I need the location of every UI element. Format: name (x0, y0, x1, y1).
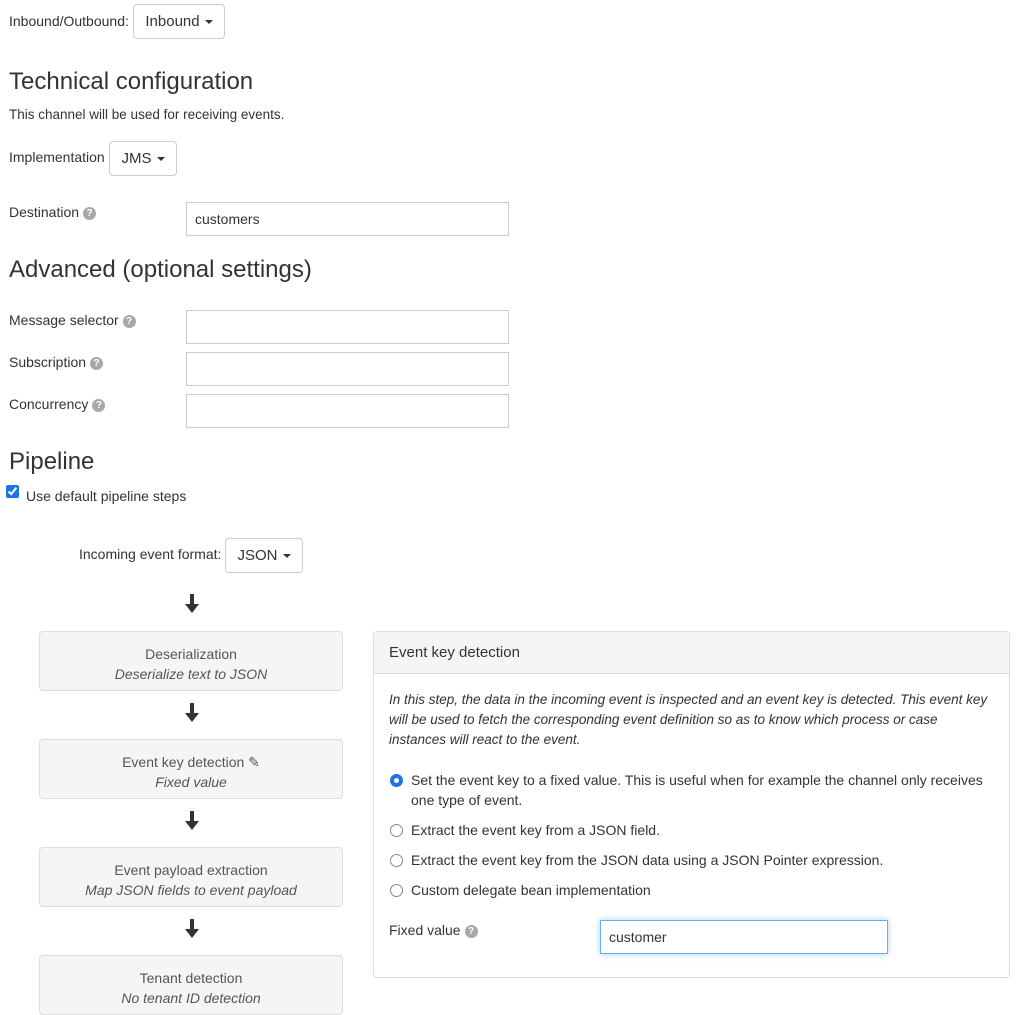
radio-icon (390, 884, 403, 897)
step-event-payload-extraction[interactable] (39, 847, 343, 907)
format-dropdown[interactable] (225, 538, 303, 573)
radio-json-pointer[interactable] (390, 850, 883, 870)
advanced-title: Advanced (optional settings) (9, 256, 312, 283)
radio-label: Extract the event key from a JSON field. (411, 822, 660, 838)
radio-selected-icon (390, 774, 403, 787)
direction-dropdown[interactable] (133, 4, 225, 39)
format-label: Incoming event format: (79, 546, 222, 562)
help-icon[interactable]: ? (83, 207, 96, 220)
caret-down-icon (157, 157, 165, 161)
help-icon[interactable]: ? (465, 925, 478, 938)
fixed-value-label (389, 922, 478, 938)
step-title: Tenant detection (139, 970, 243, 986)
radio-json-field[interactable] (390, 820, 660, 840)
fixed-value-input[interactable]: customer (600, 920, 888, 954)
arrow-down-icon (184, 919, 200, 939)
panel-title: Event key detection (374, 632, 1009, 674)
help-icon[interactable]: ? (92, 399, 105, 412)
subscription-text: Subscription (9, 354, 87, 370)
radio-label: Extract the event key from the JSON data using a JSON Pointer expression. (411, 852, 884, 868)
panel-description: In this step, the data in the incoming event is inspected and an event key is detected. This event key will be used to fetch the corresponding event definition so as to know which process or case instances will react to the event. (389, 692, 988, 747)
use-default-checkbox[interactable] (6, 485, 19, 498)
radio-label: Set the event key to a fixed value. This is useful when for example the channel only receives one type of event. (411, 772, 983, 808)
pipeline-title: Pipeline (9, 448, 95, 475)
implementation-label: Implementation (9, 149, 105, 165)
destination-label-text: Destination (9, 204, 80, 220)
direction-label: Inbound/Outbound: (9, 13, 129, 29)
step-subtitle: Deserialize text to JSON (114, 666, 268, 682)
destination-input[interactable]: customers (186, 202, 509, 236)
caret-down-icon (205, 20, 213, 24)
concurrency-text: Concurrency (9, 396, 89, 412)
message-selector-label (9, 312, 136, 328)
format-value: JSON (237, 547, 278, 564)
pencil-icon: ✎ (248, 754, 260, 770)
arrow-down-icon (184, 594, 200, 614)
subscription-label (9, 354, 103, 370)
technical-description: This channel will be used for receiving events. (9, 107, 285, 122)
implementation-dropdown[interactable] (109, 141, 177, 176)
step-title: Event payload extraction (114, 862, 268, 878)
step-event-key-detection[interactable] (39, 739, 343, 799)
step-tenant-detection[interactable] (39, 955, 343, 1015)
message-selector-text: Message selector (9, 312, 119, 328)
message-selector-input[interactable] (186, 310, 509, 344)
step-subtitle: Fixed value (155, 774, 227, 790)
arrow-down-icon (184, 703, 200, 723)
radio-custom-delegate[interactable] (390, 880, 651, 900)
radio-label: Custom delegate bean implementation (411, 882, 651, 898)
technical-title: Technical configuration (9, 68, 254, 95)
step-deserialization[interactable] (39, 631, 343, 691)
arrow-down-icon (184, 811, 200, 831)
direction-value: Inbound (145, 13, 200, 30)
help-icon[interactable]: ? (123, 315, 136, 328)
concurrency-label (9, 396, 105, 412)
radio-icon (390, 854, 403, 867)
help-icon[interactable]: ? (90, 357, 103, 370)
concurrency-input[interactable] (186, 394, 509, 428)
subscription-input[interactable] (186, 352, 509, 386)
radio-fixed-value[interactable] (390, 770, 990, 810)
step-subtitle: No tenant ID detection (121, 990, 261, 1006)
step-title: Event key detection (122, 754, 245, 770)
caret-down-icon (283, 554, 291, 558)
fixed-value-text: Fixed value (389, 922, 461, 938)
implementation-value: JMS (121, 150, 152, 167)
destination-label (9, 204, 96, 220)
radio-icon (390, 824, 403, 837)
step-title: Deserialization (145, 646, 237, 662)
step-subtitle: Map JSON fields to event payload (85, 882, 297, 898)
use-default-label: Use default pipeline steps (26, 488, 187, 504)
